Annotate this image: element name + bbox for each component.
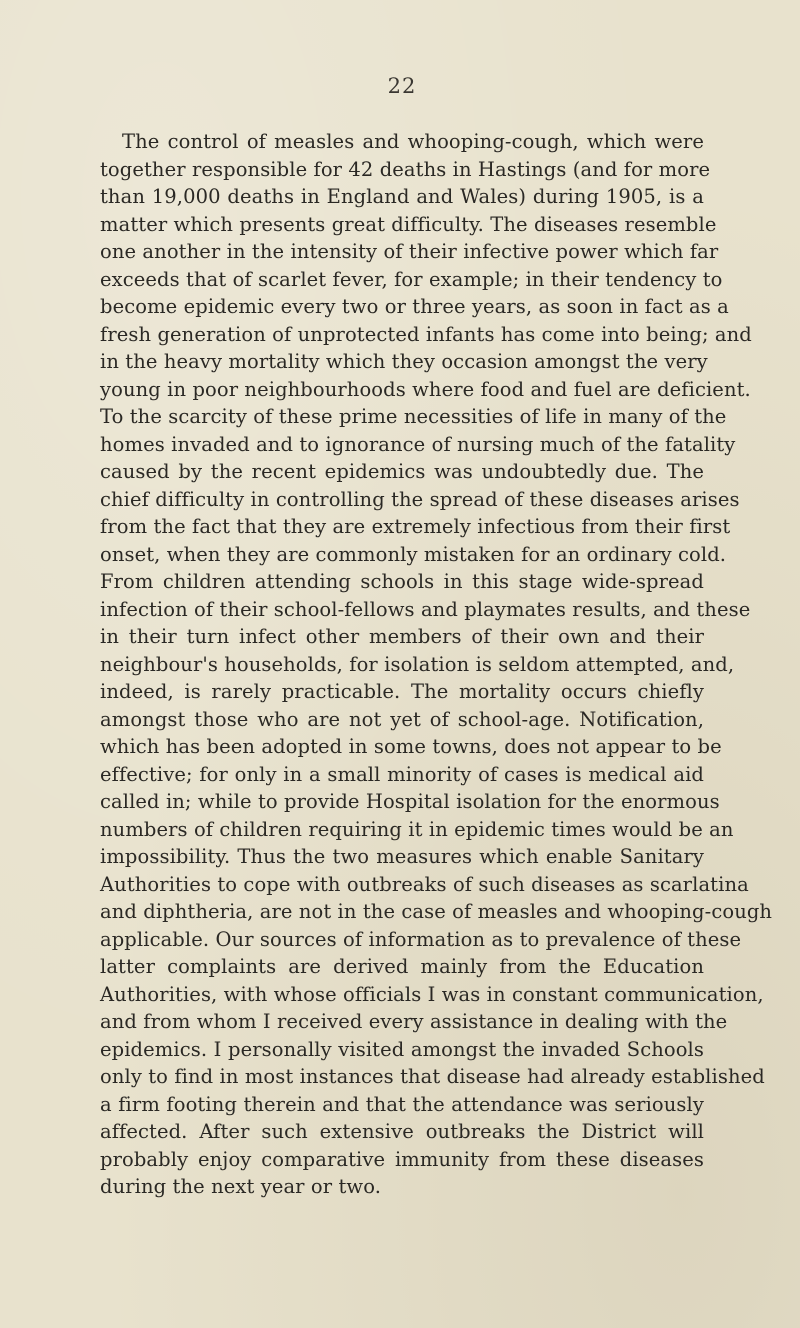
page-number: 22 xyxy=(387,74,417,98)
paragraph-line: latter complaints are derived mainly from the Education xyxy=(100,955,704,978)
paragraph-line: together responsible for 42 deaths in Hastings (and for more xyxy=(100,157,711,181)
paragraph-line: infection of their school-fellows and playmates results, and these xyxy=(100,597,751,621)
paragraph-line: homes invaded and to ignorance of nursing much of the fatality xyxy=(100,432,736,456)
paragraph-line: amongst those who are not yet of school-age. Notification, xyxy=(100,707,704,731)
paragraph-line: which has been adopted in some towns, does not appear to be xyxy=(100,735,722,758)
paragraph-line: affected. After such extensive outbreaks the District will xyxy=(100,1120,704,1143)
paragraph-line: effective; for only in a small minority of cases is medical aid xyxy=(100,762,704,786)
paragraph-line: in their turn infect other members of their own and their xyxy=(100,625,704,648)
paragraph-line: impossibility. Thus the two measures which enable Sanitary xyxy=(100,845,704,868)
paragraph-line: from the fact that they are extremely infectious from their first xyxy=(100,515,731,538)
paragraph-line: onset, when they are commonly mistaken for an ordinary cold. xyxy=(100,542,727,566)
paragraph-line: epidemics. I personally visited amongst the invaded Schools xyxy=(100,1037,704,1061)
paragraph-line: Authorities to cope with outbreaks of such diseases as scarlatina xyxy=(100,872,749,896)
paragraph-line: applicable. Our sources of information as to prevalence of these xyxy=(100,927,742,951)
paragraph-line: and from whom I received every assistance in dealing with the xyxy=(100,1010,728,1033)
paragraph-line: a firm footing therein and that the attendance was seriously xyxy=(100,1092,704,1116)
paragraph-line: matter which presents great difficulty. The diseases resemble xyxy=(100,212,717,236)
paragraph-line: fresh generation of unprotected infants has come into being; and xyxy=(100,322,752,346)
paragraph-line: Authorities, with whose officials I was in constant communication, xyxy=(100,982,764,1006)
paragraph-line: caused by the recent epidemics was undoubtedly due. The xyxy=(100,460,704,483)
paragraph-line: only to find in most instances that disease had already established xyxy=(100,1065,765,1088)
paragraph-line: numbers of children requiring it in epidemic times would be an xyxy=(100,817,734,841)
paragraph-line: called in; while to provide Hospital isolation for the enormous xyxy=(100,790,720,813)
paragraph-line: become epidemic every two or three years, as soon in fact as a xyxy=(100,295,729,318)
paragraph-line: exceeds that of scarlet fever, for example; in their tendency to xyxy=(100,267,723,291)
paragraph-line: in the heavy mortality which they occasion amongst the very xyxy=(100,350,708,373)
paragraph-line: one another in the intensity of their infective power which far xyxy=(100,240,719,263)
paragraph-line: during the next year or two. xyxy=(100,1175,381,1198)
paragraph-line: The control of measles and whooping-cough, which were xyxy=(122,130,704,153)
paragraph-line: probably enjoy comparative immunity from these diseases xyxy=(100,1147,704,1171)
body-paragraph xyxy=(100,128,773,1201)
paragraph-line: neighbour's households, for isolation is seldom attempted, and, xyxy=(100,652,735,676)
paragraph-line: indeed, is rarely practicable. The mortality occurs chiefly xyxy=(100,680,704,703)
paragraph-line: From children attending schools in this stage wide-spread xyxy=(100,570,704,593)
paragraph-line: To the scarcity of these prime necessities of life in many of the xyxy=(100,405,727,428)
paragraph-line: and diphtheria, are not in the case of measles and whooping-cough xyxy=(100,900,773,923)
paragraph-line: young in poor neighbourhoods where food and fuel are deficient. xyxy=(100,377,751,401)
paragraph-line: than 19,000 deaths in England and Wales) during 1905, is a xyxy=(100,185,704,208)
paragraph-line: chief difficulty in controlling the spread of these diseases arises xyxy=(100,487,740,511)
